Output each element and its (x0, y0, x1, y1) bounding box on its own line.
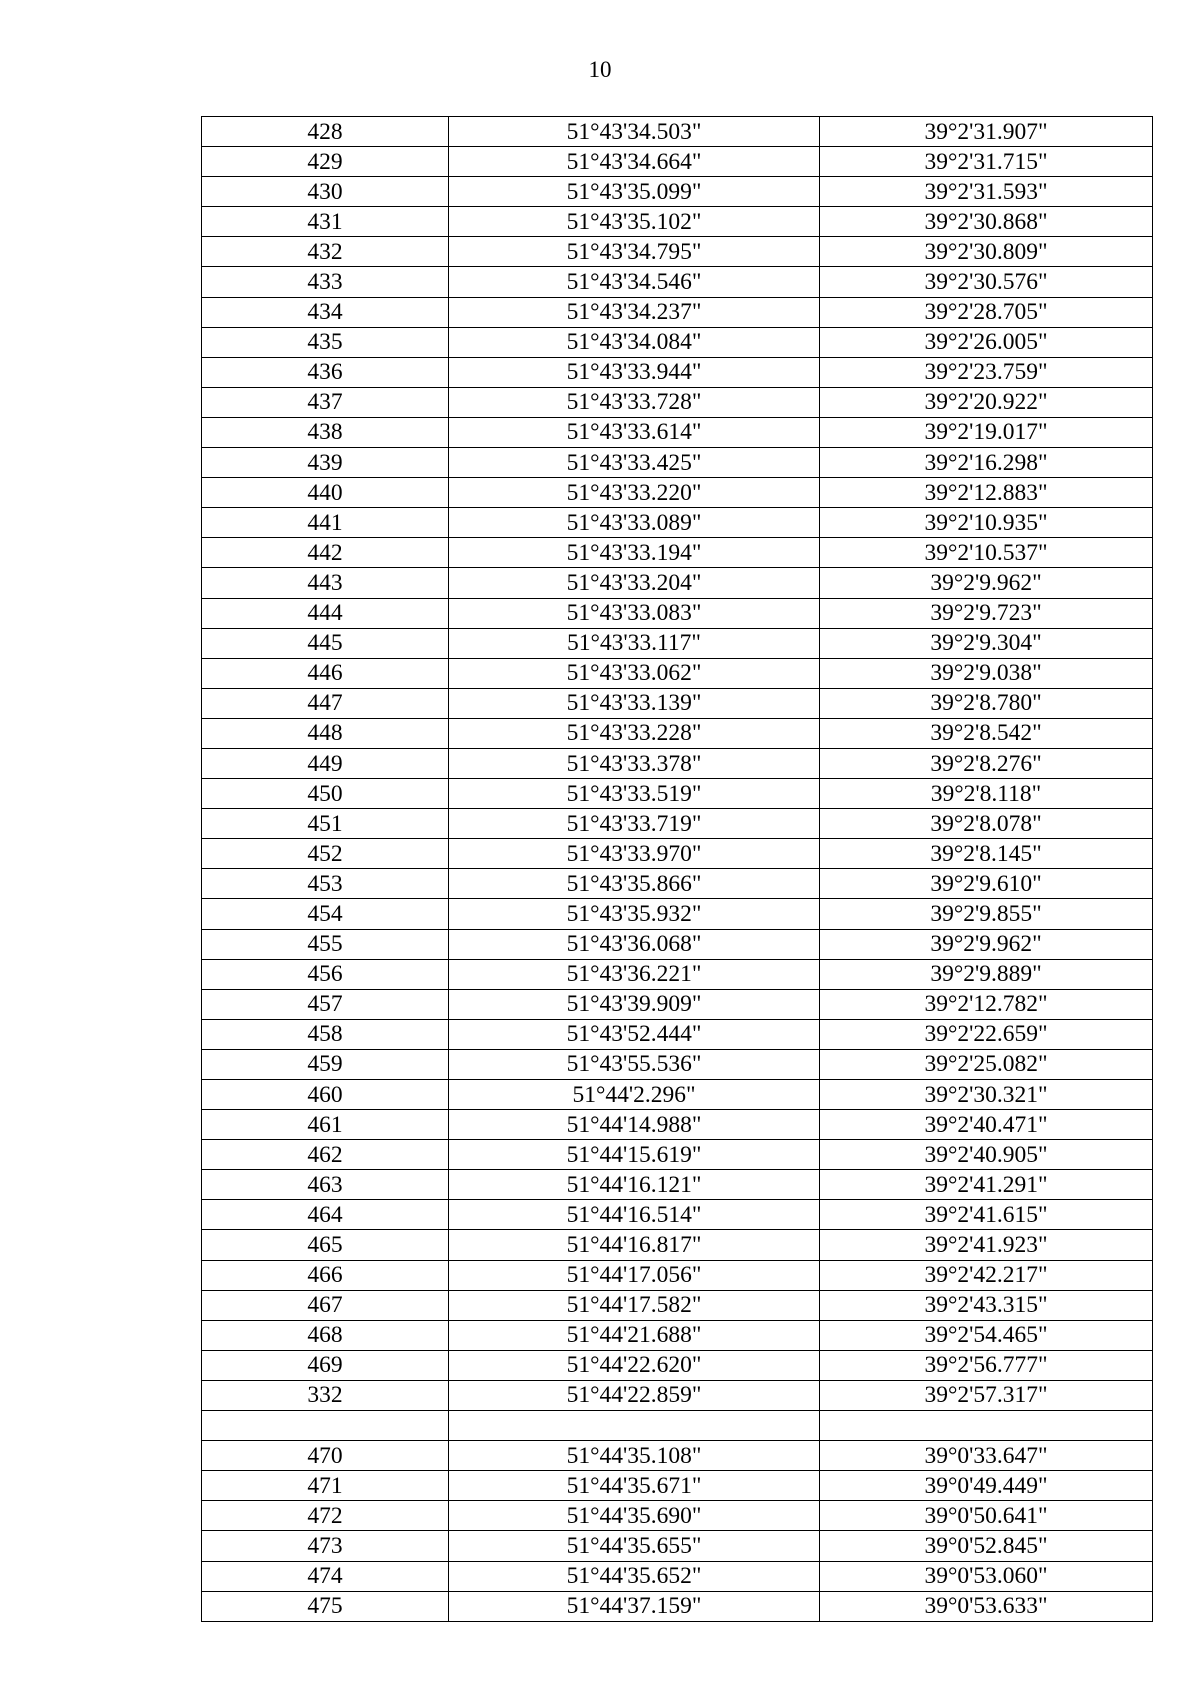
longitude-cell: 39°2'41.615" (820, 1200, 1153, 1230)
point-number-cell: 454 (202, 899, 449, 929)
longitude-cell: 39°2'40.905" (820, 1140, 1153, 1170)
table-row (202, 1230, 1153, 1260)
table-row (202, 839, 1153, 869)
point-number-cell: 463 (202, 1170, 449, 1200)
longitude-cell: 39°2'20.922" (820, 387, 1153, 417)
latitude-cell: 51°44'17.056" (449, 1260, 820, 1290)
latitude-cell: 51°43'35.099" (449, 177, 820, 207)
table-row (202, 1170, 1153, 1200)
point-number-cell (202, 1411, 449, 1441)
table-row (202, 1260, 1153, 1290)
table-row (202, 658, 1153, 688)
point-number-cell: 470 (202, 1441, 449, 1471)
longitude-cell: 39°2'10.537" (820, 538, 1153, 568)
latitude-cell: 51°43'36.221" (449, 959, 820, 989)
longitude-cell: 39°2'30.809" (820, 237, 1153, 267)
table-row (202, 1591, 1153, 1621)
longitude-cell: 39°2'10.935" (820, 508, 1153, 538)
longitude-cell: 39°0'53.633" (820, 1591, 1153, 1621)
table-row (202, 989, 1153, 1019)
latitude-cell: 51°44'35.108" (449, 1441, 820, 1471)
longitude-cell: 39°0'53.060" (820, 1561, 1153, 1591)
longitude-cell: 39°2'9.962" (820, 929, 1153, 959)
point-number-cell: 460 (202, 1080, 449, 1110)
latitude-cell: 51°44'35.655" (449, 1531, 820, 1561)
longitude-cell: 39°2'8.145" (820, 839, 1153, 869)
latitude-cell: 51°43'33.139" (449, 688, 820, 718)
longitude-cell: 39°0'49.449" (820, 1471, 1153, 1501)
longitude-cell: 39°2'19.017" (820, 417, 1153, 447)
table-row (202, 508, 1153, 538)
table-row (202, 147, 1153, 177)
point-number-cell: 455 (202, 929, 449, 959)
point-number-cell: 475 (202, 1591, 449, 1621)
point-number-cell: 432 (202, 237, 449, 267)
point-number-cell: 474 (202, 1561, 449, 1591)
table-row (202, 628, 1153, 658)
longitude-cell: 39°2'56.777" (820, 1350, 1153, 1380)
point-number-cell: 472 (202, 1501, 449, 1531)
point-number-cell: 467 (202, 1290, 449, 1320)
latitude-cell: 51°43'33.089" (449, 508, 820, 538)
longitude-cell: 39°2'31.593" (820, 177, 1153, 207)
coordinates-table (201, 116, 1153, 1622)
latitude-cell: 51°43'33.719" (449, 809, 820, 839)
point-number-cell: 447 (202, 688, 449, 718)
longitude-cell: 39°2'30.576" (820, 267, 1153, 297)
table-row (202, 538, 1153, 568)
table-row (202, 327, 1153, 357)
table-row (202, 1019, 1153, 1049)
latitude-cell: 51°44'16.817" (449, 1230, 820, 1260)
latitude-cell: 51°43'34.237" (449, 297, 820, 327)
longitude-cell: 39°2'30.321" (820, 1080, 1153, 1110)
table-row (202, 959, 1153, 989)
table-row (202, 357, 1153, 387)
longitude-cell: 39°2'26.005" (820, 327, 1153, 357)
point-number-cell: 443 (202, 568, 449, 598)
latitude-cell: 51°43'35.102" (449, 207, 820, 237)
table-row (202, 1471, 1153, 1501)
latitude-cell: 51°43'33.614" (449, 417, 820, 447)
point-number-cell: 462 (202, 1140, 449, 1170)
longitude-cell: 39°2'9.723" (820, 598, 1153, 628)
table-row (202, 1561, 1153, 1591)
latitude-cell: 51°44'22.859" (449, 1380, 820, 1410)
longitude-cell: 39°2'8.780" (820, 688, 1153, 718)
latitude-cell: 51°44'35.652" (449, 1561, 820, 1591)
point-number-cell: 449 (202, 748, 449, 778)
point-number-cell: 473 (202, 1531, 449, 1561)
latitude-cell: 51°44'35.690" (449, 1501, 820, 1531)
longitude-cell: 39°2'41.923" (820, 1230, 1153, 1260)
point-number-cell: 453 (202, 869, 449, 899)
point-number-cell: 458 (202, 1019, 449, 1049)
table-row (202, 688, 1153, 718)
table-row (202, 297, 1153, 327)
longitude-cell: 39°2'8.276" (820, 748, 1153, 778)
latitude-cell: 51°43'34.503" (449, 117, 820, 147)
table-row (202, 748, 1153, 778)
longitude-cell: 39°2'54.465" (820, 1320, 1153, 1350)
longitude-cell: 39°2'8.542" (820, 718, 1153, 748)
latitude-cell: 51°43'35.866" (449, 869, 820, 899)
table-row (202, 568, 1153, 598)
latitude-cell: 51°43'39.909" (449, 989, 820, 1019)
longitude-cell: 39°2'40.471" (820, 1110, 1153, 1140)
point-number-cell: 445 (202, 628, 449, 658)
latitude-cell: 51°44'17.582" (449, 1290, 820, 1320)
latitude-cell: 51°43'55.536" (449, 1049, 820, 1079)
point-number-cell: 434 (202, 297, 449, 327)
table-row (202, 417, 1153, 447)
table-row (202, 1350, 1153, 1380)
point-number-cell: 442 (202, 538, 449, 568)
point-number-cell: 444 (202, 598, 449, 628)
latitude-cell: 51°44'16.514" (449, 1200, 820, 1230)
longitude-cell: 39°2'28.705" (820, 297, 1153, 327)
point-number-cell: 433 (202, 267, 449, 297)
point-number-cell: 469 (202, 1350, 449, 1380)
latitude-cell: 51°43'35.932" (449, 899, 820, 929)
latitude-cell: 51°43'33.970" (449, 839, 820, 869)
table-row (202, 869, 1153, 899)
point-number-cell: 439 (202, 448, 449, 478)
point-number-cell: 452 (202, 839, 449, 869)
table-row (202, 1140, 1153, 1170)
longitude-cell: 39°2'16.298" (820, 448, 1153, 478)
point-number-cell: 429 (202, 147, 449, 177)
longitude-cell: 39°2'57.317" (820, 1380, 1153, 1410)
point-number-cell: 448 (202, 718, 449, 748)
latitude-cell: 51°43'33.117" (449, 628, 820, 658)
point-number-cell: 456 (202, 959, 449, 989)
table-row (202, 1380, 1153, 1410)
latitude-cell: 51°43'33.425" (449, 448, 820, 478)
point-number-cell: 431 (202, 207, 449, 237)
point-number-cell: 446 (202, 658, 449, 688)
longitude-cell: 39°2'22.659" (820, 1019, 1153, 1049)
table-row (202, 929, 1153, 959)
point-number-cell: 459 (202, 1049, 449, 1079)
point-number-cell: 465 (202, 1230, 449, 1260)
table-row (202, 779, 1153, 809)
point-number-cell: 461 (202, 1110, 449, 1140)
table-row (202, 809, 1153, 839)
point-number-cell: 451 (202, 809, 449, 839)
latitude-cell: 51°43'36.068" (449, 929, 820, 959)
longitude-cell: 39°2'43.315" (820, 1290, 1153, 1320)
page-number: 10 (588, 57, 612, 82)
table-row (202, 1531, 1153, 1561)
table-row (202, 1441, 1153, 1471)
latitude-cell: 51°43'33.083" (449, 598, 820, 628)
longitude-cell: 39°0'52.845" (820, 1531, 1153, 1561)
longitude-cell: 39°2'25.082" (820, 1049, 1153, 1079)
latitude-cell (449, 1411, 820, 1441)
point-number-cell: 430 (202, 177, 449, 207)
table-row (202, 117, 1153, 147)
table-row (202, 1110, 1153, 1140)
table-row (202, 1411, 1153, 1441)
longitude-cell: 39°2'12.782" (820, 989, 1153, 1019)
table-row (202, 177, 1153, 207)
point-number-cell: 428 (202, 117, 449, 147)
longitude-cell (820, 1411, 1153, 1441)
point-number-cell: 468 (202, 1320, 449, 1350)
table-row (202, 1320, 1153, 1350)
point-number-cell: 438 (202, 417, 449, 447)
latitude-cell: 51°44'35.671" (449, 1471, 820, 1501)
longitude-cell: 39°0'50.641" (820, 1501, 1153, 1531)
table-row (202, 387, 1153, 417)
longitude-cell: 39°2'12.883" (820, 478, 1153, 508)
latitude-cell: 51°43'33.728" (449, 387, 820, 417)
longitude-cell: 39°2'9.038" (820, 658, 1153, 688)
latitude-cell: 51°43'34.084" (449, 327, 820, 357)
table-row (202, 1200, 1153, 1230)
table-row (202, 718, 1153, 748)
table-row (202, 237, 1153, 267)
latitude-cell: 51°43'33.220" (449, 478, 820, 508)
longitude-cell: 39°2'30.868" (820, 207, 1153, 237)
latitude-cell: 51°43'33.519" (449, 779, 820, 809)
latitude-cell: 51°44'37.159" (449, 1591, 820, 1621)
point-number-cell: 440 (202, 478, 449, 508)
latitude-cell: 51°43'33.944" (449, 357, 820, 387)
table-row (202, 448, 1153, 478)
longitude-cell: 39°2'9.855" (820, 899, 1153, 929)
longitude-cell: 39°2'41.291" (820, 1170, 1153, 1200)
latitude-cell: 51°44'21.688" (449, 1320, 820, 1350)
table-row (202, 1080, 1153, 1110)
longitude-cell: 39°2'23.759" (820, 357, 1153, 387)
latitude-cell: 51°43'33.228" (449, 718, 820, 748)
latitude-cell: 51°44'16.121" (449, 1170, 820, 1200)
latitude-cell: 51°43'33.378" (449, 748, 820, 778)
point-number-cell: 437 (202, 387, 449, 417)
table-row (202, 1290, 1153, 1320)
point-number-cell: 435 (202, 327, 449, 357)
latitude-cell: 51°44'15.619" (449, 1140, 820, 1170)
latitude-cell: 51°43'33.194" (449, 538, 820, 568)
longitude-cell: 39°2'9.610" (820, 869, 1153, 899)
table-row (202, 1049, 1153, 1079)
point-number-cell: 450 (202, 779, 449, 809)
table-row (202, 899, 1153, 929)
longitude-cell: 39°2'8.118" (820, 779, 1153, 809)
longitude-cell: 39°2'9.304" (820, 628, 1153, 658)
longitude-cell: 39°2'42.217" (820, 1260, 1153, 1290)
table-row (202, 267, 1153, 297)
longitude-cell: 39°2'31.715" (820, 147, 1153, 177)
longitude-cell: 39°2'31.907" (820, 117, 1153, 147)
table-row (202, 207, 1153, 237)
latitude-cell: 51°44'2.296" (449, 1080, 820, 1110)
point-number-cell: 436 (202, 357, 449, 387)
longitude-cell: 39°0'33.647" (820, 1441, 1153, 1471)
longitude-cell: 39°2'9.962" (820, 568, 1153, 598)
point-number-cell: 332 (202, 1380, 449, 1410)
coordinates-table-body (202, 117, 1153, 1622)
latitude-cell: 51°44'14.988" (449, 1110, 820, 1140)
table-row (202, 598, 1153, 628)
latitude-cell: 51°44'22.620" (449, 1350, 820, 1380)
latitude-cell: 51°43'34.795" (449, 237, 820, 267)
latitude-cell: 51°43'52.444" (449, 1019, 820, 1049)
longitude-cell: 39°2'8.078" (820, 809, 1153, 839)
point-number-cell: 457 (202, 989, 449, 1019)
latitude-cell: 51°43'33.204" (449, 568, 820, 598)
latitude-cell: 51°43'34.664" (449, 147, 820, 177)
table-row (202, 478, 1153, 508)
latitude-cell: 51°43'33.062" (449, 658, 820, 688)
point-number-cell: 471 (202, 1471, 449, 1501)
longitude-cell: 39°2'9.889" (820, 959, 1153, 989)
table-row (202, 1501, 1153, 1531)
point-number-cell: 441 (202, 508, 449, 538)
point-number-cell: 464 (202, 1200, 449, 1230)
point-number-cell: 466 (202, 1260, 449, 1290)
latitude-cell: 51°43'34.546" (449, 267, 820, 297)
